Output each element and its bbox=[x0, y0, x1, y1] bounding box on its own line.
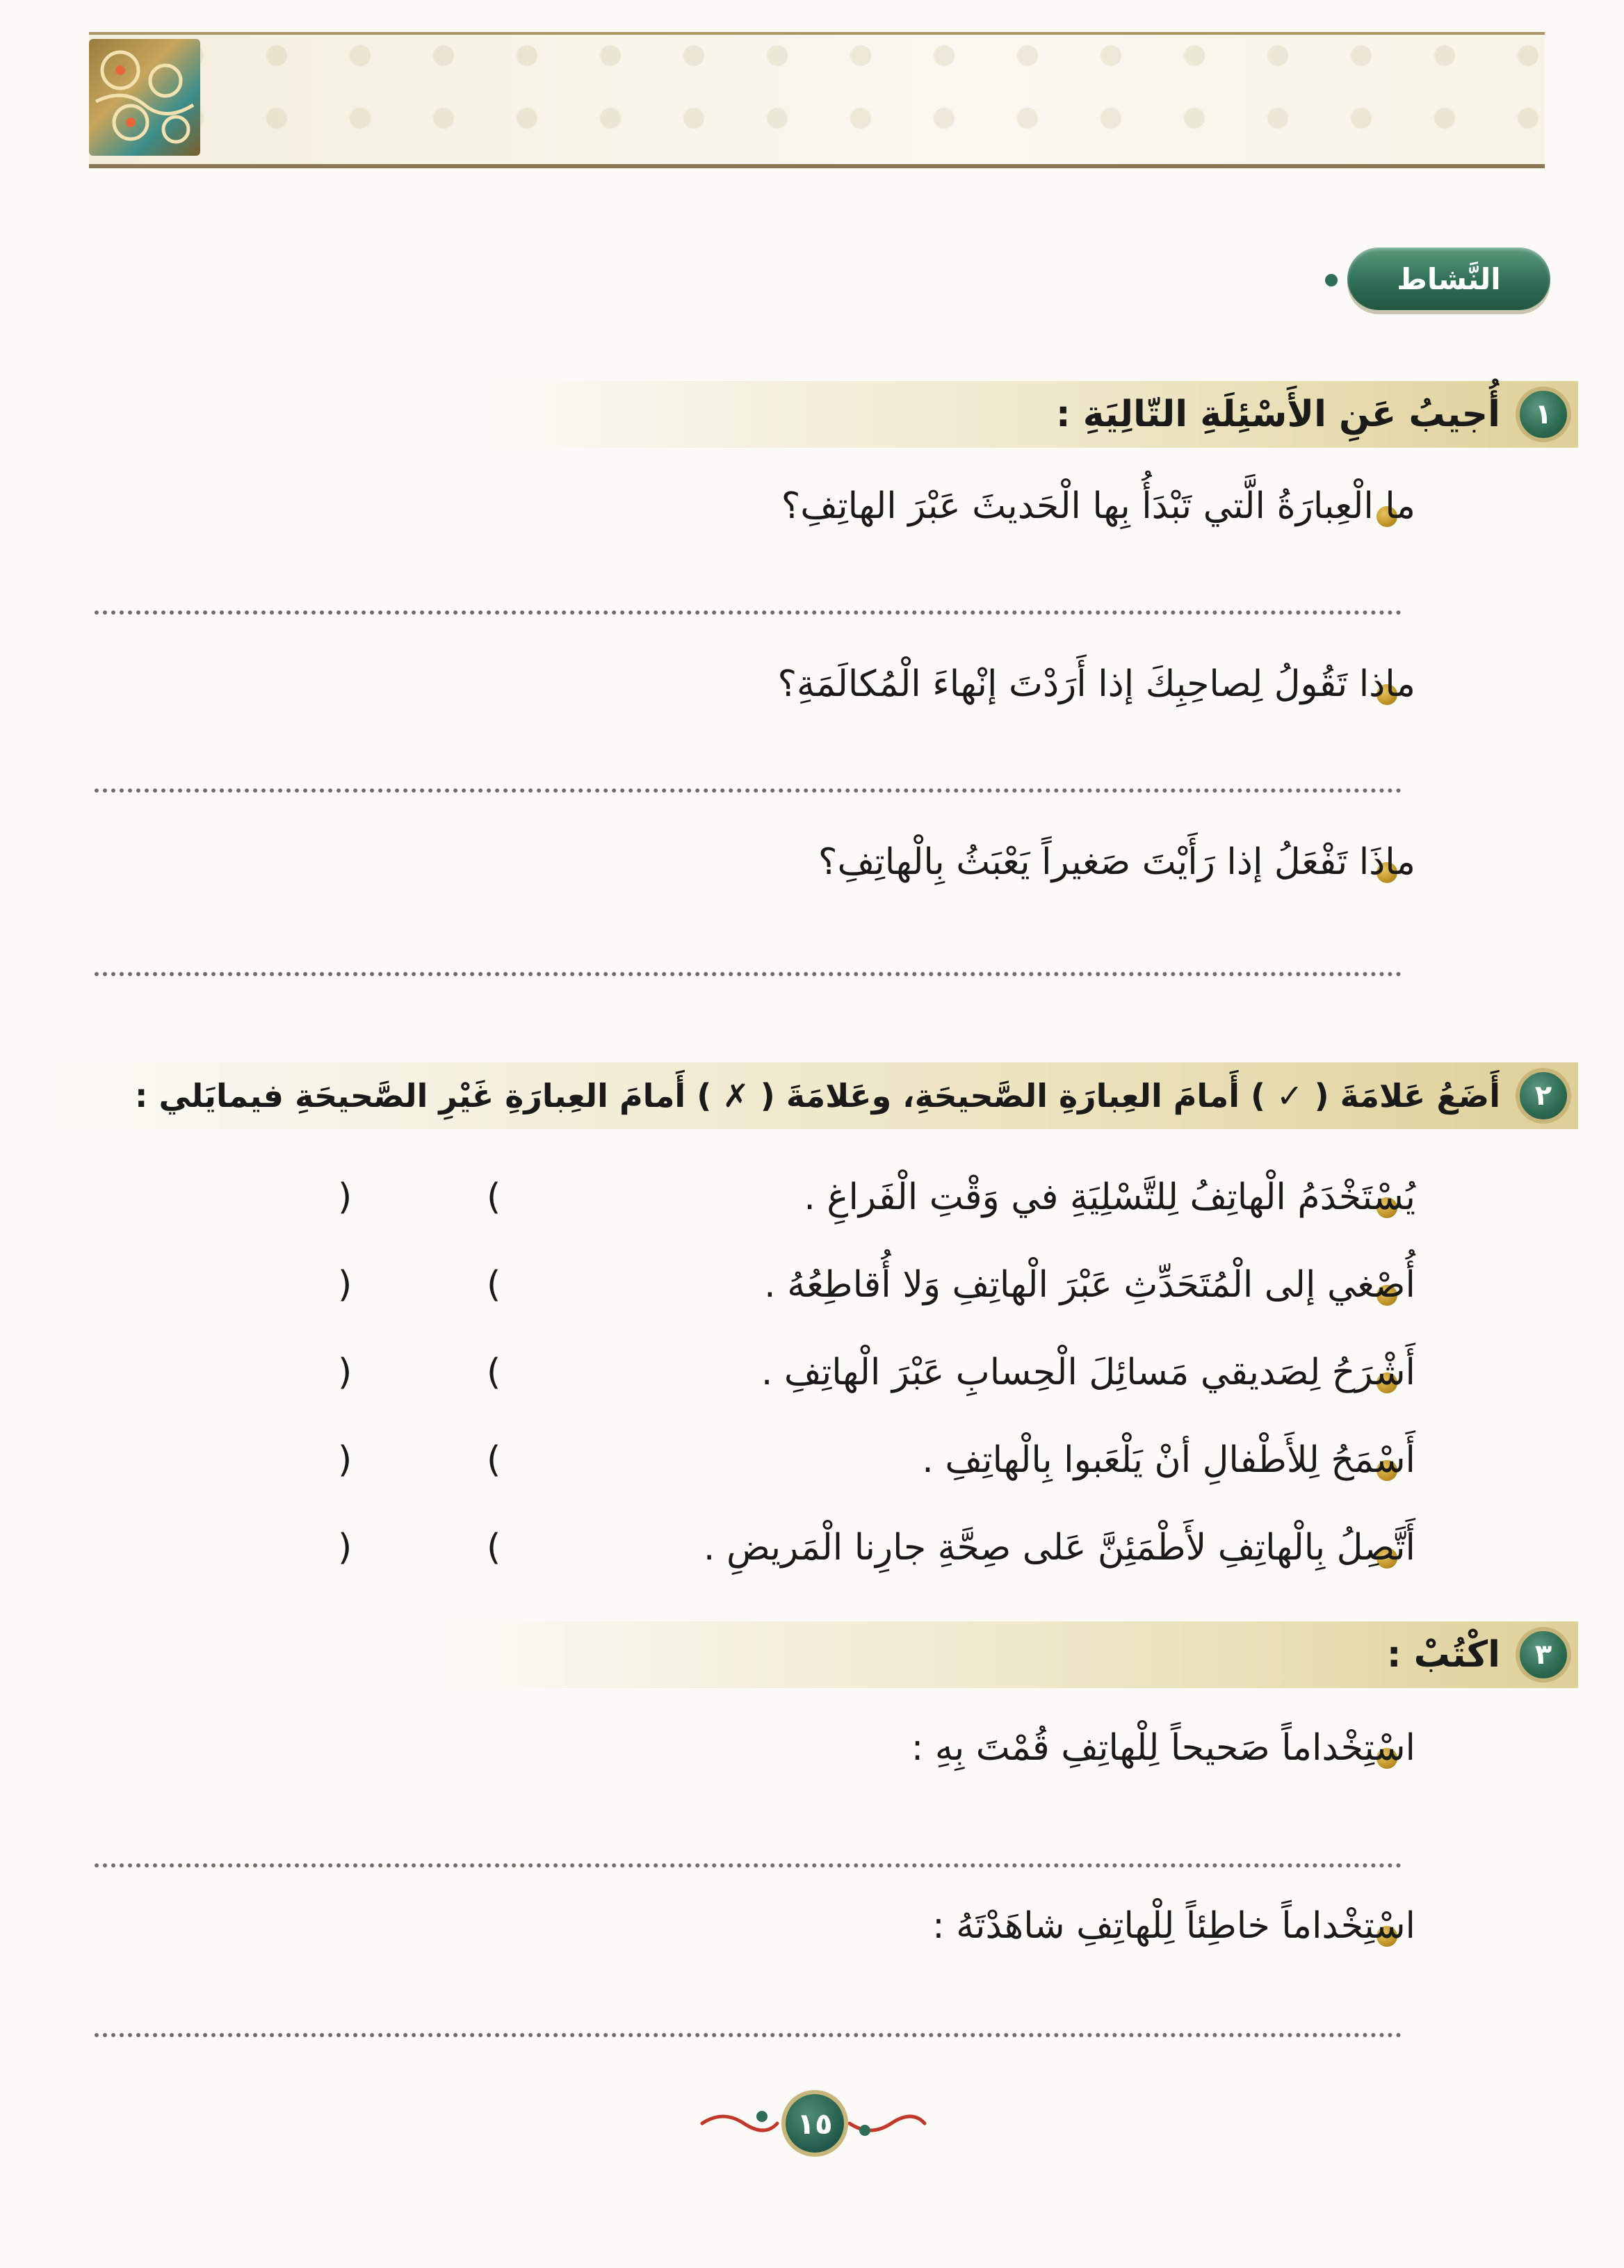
paren-open: ( bbox=[487, 1352, 501, 1393]
statement-3: أَشْرَحُ لِصَديقي مَسائِلَ الْحِسابِ عَبْرَ الْهاتِفِ . bbox=[761, 1352, 1415, 1393]
section-2-title: أَضَعُ عَلامَةَ ( ✓ ) أَمامَ العِبارَةِ الصَّحيحَةِ، وعَلامَةَ ( ✗ ) أَمامَ العِبارَةِ غَيْرِ الصَّحيحَةِ فيمايَلي : bbox=[135, 1077, 1500, 1115]
paren-close: ) bbox=[338, 1264, 352, 1306]
paren-close: ) bbox=[338, 1527, 352, 1569]
statement-4: أَسْمَحُ لِلأَطْفالِ أنْ يَلْعَبوا بِالْهاتِفِ . bbox=[922, 1439, 1415, 1481]
paren-close: ) bbox=[338, 1439, 352, 1481]
paren-open: ( bbox=[487, 1527, 501, 1569]
answer-line-3[interactable] bbox=[95, 972, 1402, 976]
pill-dot bbox=[1325, 274, 1338, 286]
prompt-1: اسْتِخْداماً صَحيحاً لِلْهاتِفِ قُمْتَ بِهِ : bbox=[911, 1727, 1415, 1769]
statement-2: أُصْغي إلى الْمُتَحَدِّثِ عَبْرَ الْهاتِفِ وَلا أُقاطِعُهُ . bbox=[764, 1264, 1415, 1306]
page-number-ornament bbox=[695, 2089, 932, 2158]
activity-label: النَّشاط bbox=[1347, 248, 1550, 310]
statement-5: أَتَّصِلُ بِالْهاتِفِ لأَطْمَئِنَّ عَلى صِحَّةِ جارِنا الْمَريضِ . bbox=[703, 1527, 1415, 1569]
section-2-number: ٢ bbox=[1516, 1068, 1571, 1124]
section-3-header bbox=[438, 1621, 1578, 1688]
section-3-number: ٣ bbox=[1516, 1627, 1571, 1683]
prompt-2: اسْتِخْداماً خاطِئاً لِلْهاتِفِ شاهَدْتَهُ : bbox=[932, 1905, 1415, 1947]
answer-line-5[interactable] bbox=[95, 2033, 1402, 2037]
section-1-header bbox=[480, 381, 1578, 448]
section-3-title: اكْتُبْ : bbox=[1386, 1634, 1500, 1676]
question-3: ماذَا تَفْعَلُ إذا رَأَيْتَ صَغيراً يَعْبَثُ بِالْهاتِفِ؟ bbox=[818, 841, 1415, 883]
header-band bbox=[89, 32, 1545, 168]
corner-ornament-icon bbox=[89, 39, 200, 156]
paren-open: ( bbox=[487, 1439, 501, 1481]
section-2-header bbox=[51, 1062, 1578, 1129]
answer-line-1[interactable] bbox=[95, 610, 1402, 615]
answer-line-4[interactable] bbox=[95, 1863, 1402, 1868]
question-2: ماذا تَقُولُ لِصاحِبِكَ إذا أَرَدْتَ إنْهاءَ الْمُكالَمَةِ؟ bbox=[777, 663, 1415, 705]
paren-open: ( bbox=[487, 1264, 501, 1306]
question-1: ما الْعِبارَةُ الَّتي تَبْدَأُ بِها الْحَديثَ عَبْرَ الهاتِفِ؟ bbox=[781, 485, 1415, 527]
paren-close: ) bbox=[338, 1176, 352, 1218]
answer-line-2[interactable] bbox=[95, 788, 1402, 793]
statement-1: يُسْتَخْدَمُ الْهاتِفُ لِلتَّسْلِيَةِ في وَقْتِ الْفَراغِ . bbox=[804, 1176, 1415, 1218]
section-1-number: ١ bbox=[1516, 387, 1571, 442]
section-1-title: أُجيبُ عَنِ الأَسْئِلَةِ التّالِيَةِ : bbox=[1055, 394, 1500, 435]
page-number: ١٥ bbox=[781, 2090, 848, 2157]
paren-open: ( bbox=[487, 1176, 501, 1218]
paren-close: ) bbox=[338, 1352, 352, 1393]
